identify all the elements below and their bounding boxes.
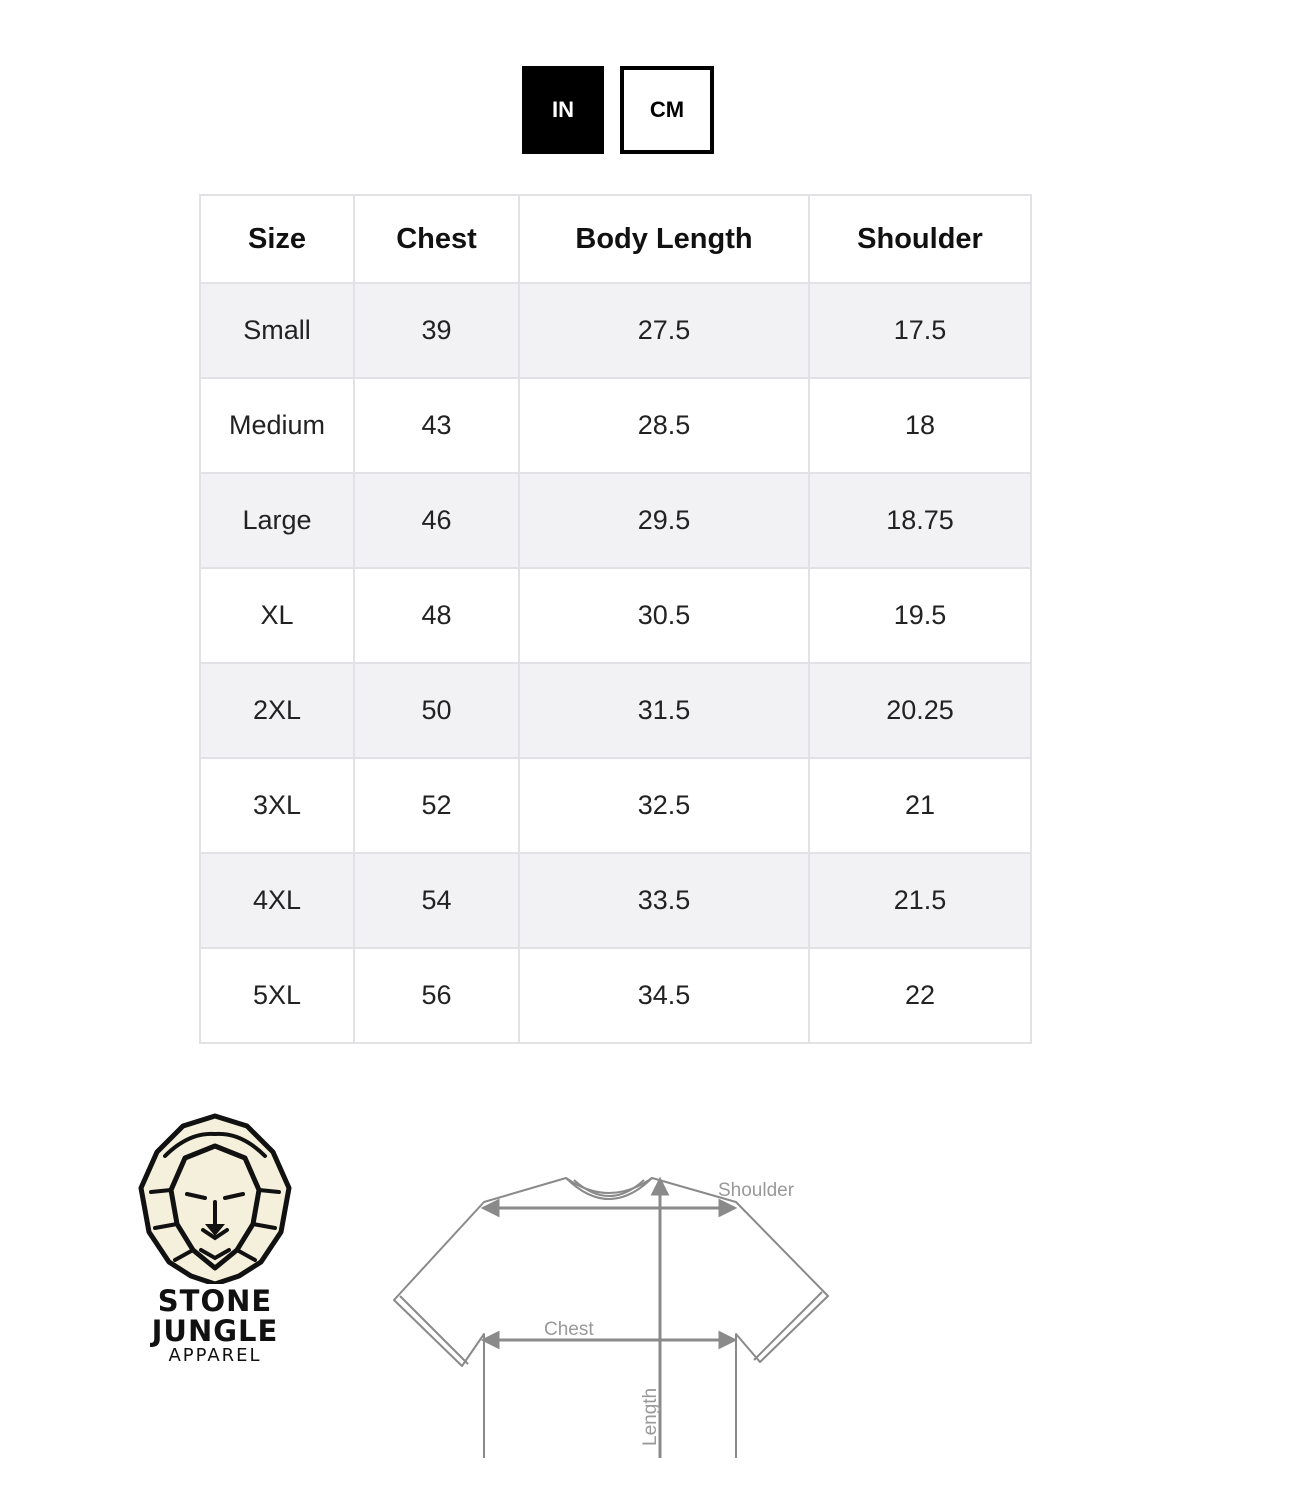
cell-body-length: 29.5 — [519, 473, 809, 568]
cell-chest: 39 — [354, 283, 519, 378]
tshirt-measurement-diagram — [388, 1168, 840, 1458]
table-row — [200, 378, 1031, 473]
cell-shoulder: 21.5 — [809, 853, 1031, 948]
table-row — [200, 283, 1031, 378]
cell-shoulder: 20.25 — [809, 663, 1031, 758]
cell-shoulder: 22 — [809, 948, 1031, 1043]
length-label: Length — [640, 1387, 661, 1446]
header-chest: Chest — [354, 195, 519, 283]
cell-shoulder: 17.5 — [809, 283, 1031, 378]
lion-head-icon — [135, 1112, 295, 1284]
table-header-row — [200, 195, 1031, 283]
cell-size: Large — [200, 473, 354, 568]
cell-body-length: 32.5 — [519, 758, 809, 853]
cell-shoulder: 18.75 — [809, 473, 1031, 568]
cell-body-length: 30.5 — [519, 568, 809, 663]
brand-logo — [100, 1112, 330, 1366]
table-row — [200, 663, 1031, 758]
cell-size: 2XL — [200, 663, 354, 758]
unit-in-button[interactable]: IN — [522, 66, 604, 154]
table-row — [200, 948, 1031, 1043]
cell-shoulder: 19.5 — [809, 568, 1031, 663]
cell-size: Small — [200, 283, 354, 378]
cell-size: 3XL — [200, 758, 354, 853]
table-row — [200, 473, 1031, 568]
cell-body-length: 33.5 — [519, 853, 809, 948]
table-row — [200, 758, 1031, 853]
chest-label: Chest — [544, 1319, 594, 1340]
cell-shoulder: 21 — [809, 758, 1031, 853]
cell-size: Medium — [200, 378, 354, 473]
cell-body-length: 28.5 — [519, 378, 809, 473]
unit-toggle — [522, 66, 714, 154]
cell-chest: 56 — [354, 948, 519, 1043]
cell-chest: 46 — [354, 473, 519, 568]
cell-body-length: 27.5 — [519, 283, 809, 378]
table-row — [200, 853, 1031, 948]
shoulder-label: Shoulder — [718, 1180, 795, 1201]
table-row — [200, 568, 1031, 663]
cell-body-length: 34.5 — [519, 948, 809, 1043]
cell-chest: 52 — [354, 758, 519, 853]
cell-chest: 48 — [354, 568, 519, 663]
cell-chest: 54 — [354, 853, 519, 948]
brand-subtitle: APPAREL — [168, 1345, 262, 1366]
cell-size: 4XL — [200, 853, 354, 948]
cell-chest: 43 — [354, 378, 519, 473]
unit-cm-button[interactable]: CM — [620, 66, 714, 154]
header-shoulder: Shoulder — [809, 195, 1031, 283]
header-body-length: Body Length — [519, 195, 809, 283]
brand-name: STONE JUNGLE — [151, 1284, 279, 1348]
cell-size: XL — [200, 568, 354, 663]
cell-chest: 50 — [354, 663, 519, 758]
size-chart-table — [199, 194, 1032, 1044]
cell-size: 5XL — [200, 948, 354, 1043]
cell-body-length: 31.5 — [519, 663, 809, 758]
tshirt-outline — [394, 1178, 828, 1458]
cell-shoulder: 18 — [809, 378, 1031, 473]
header-size: Size — [200, 195, 354, 283]
